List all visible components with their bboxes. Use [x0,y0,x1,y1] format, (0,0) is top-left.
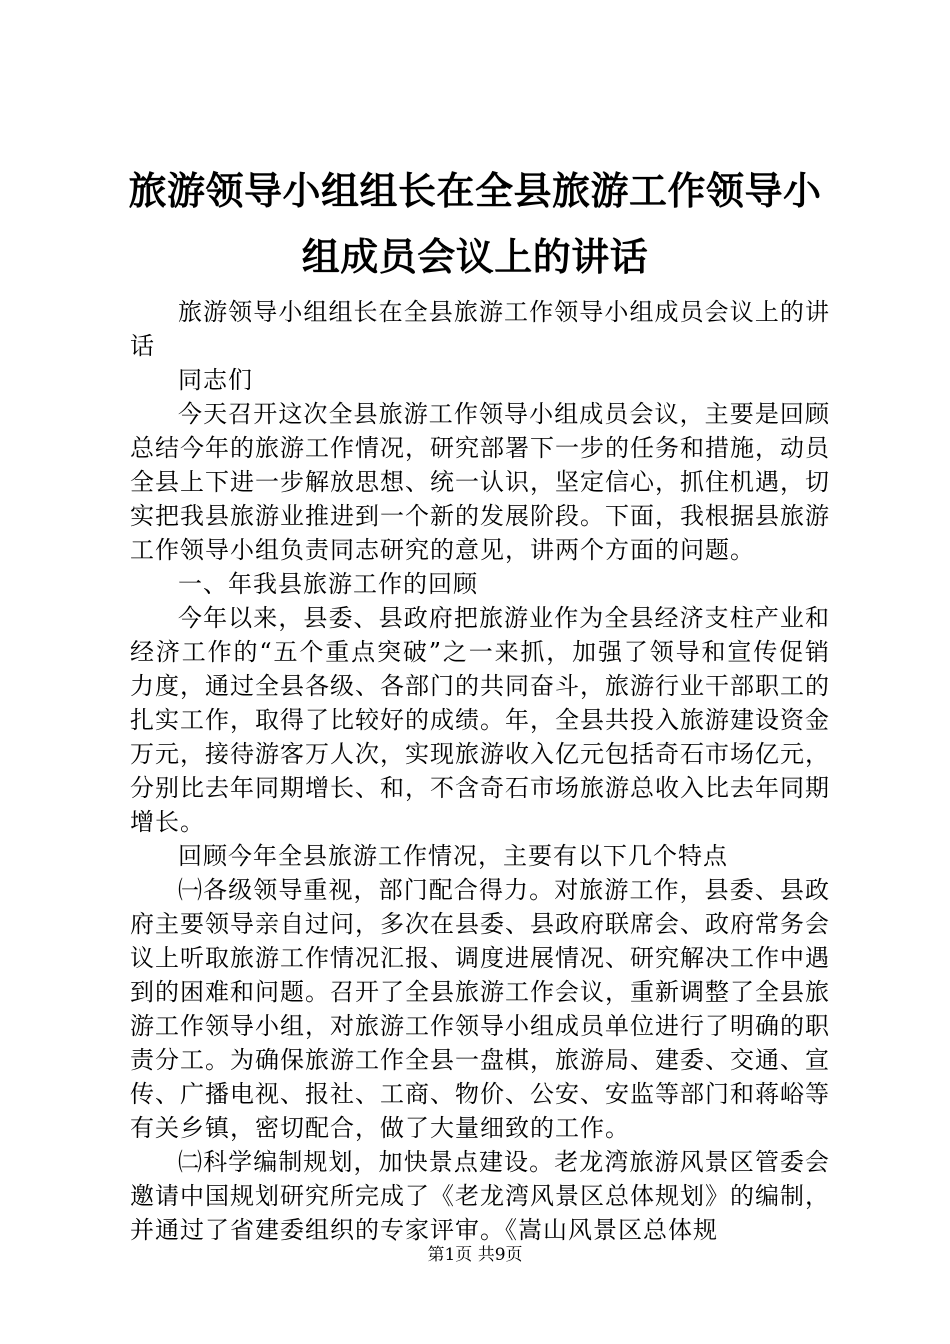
paragraph-feature-one: ㈠各级领导重视，部门配合得力。对旅游工作，县委、县政府主要领导亲自过问，多次在县委、县政府联席会、政府常务会议上听取旅游工作情况汇报、调度进展情况、研究解决工作中遇到的困难和问题。召开了全县旅游工作会议，重新调整了全县旅游工作领导小组，对旅游工作领导小组成员单位进行了明确的职责分工。为确保旅游工作全县一盘棋，旅游局、建委、交通、宣传、广播电视、报社、工商、物价、公安、安监等部门和蒋峪等有关乡镇，密切配合，做了大量细致的工作。 [130,876,830,1142]
page-number: 第1页 共9页 [427,1245,523,1265]
paragraph-feature-two: ㈡科学编制规划，加快景点建设。老龙湾旅游风景区管委会邀请中国规划研究所完成了《老龙湾风景区总体规划》的编制，并通过了省建委组织的专家评审。《嵩山风景区总体规 [130,1148,830,1244]
paragraph-salutation: 同志们 [178,366,253,394]
section-heading-review: 一、年我县旅游工作的回顾 [178,570,478,598]
paragraph-repeated-title: 旅游领导小组组长在全县旅游工作领导小组成员会议上的讲话 [130,298,830,360]
paragraph-introduction: 今天召开这次全县旅游工作领导小组成员会议，主要是回顾总结今年的旅游工作情况，研究部署下一步的任务和措施，动员全县上下进一步解放思想、统一认识，坚定信心，抓住机遇，切实把我县旅游业推进到一个新的发展阶段。下面，我根据县旅游工作领导小组负责同志研究的意见，讲两个方面的问题。 [130,400,830,564]
document-body [130,295,830,1247]
paragraph-annual-summary: 今年以来，县委、县政府把旅游业作为全县经济支柱产业和经济工作的“五个重点突破”之一来抓，加强了领导和宣传促销力度，通过全县各级、各部门的共同奋斗，旅游行业干部职工的扎实工作，取得了比较好的成绩。年，全县共投入旅游建设资金万元，接待游客万人次，实现旅游收入亿元包括奇石市场亿元，分别比去年同期增长、和，不含奇石市场旅游总收入比去年同期增长。 [130,604,830,836]
page-title: 旅游领导小组组长在全县旅游工作领导小组成员会议上的讲话 [128,168,822,279]
paragraph-features-intro: 回顾今年全县旅游工作情况，主要有以下几个特点 [178,842,728,870]
